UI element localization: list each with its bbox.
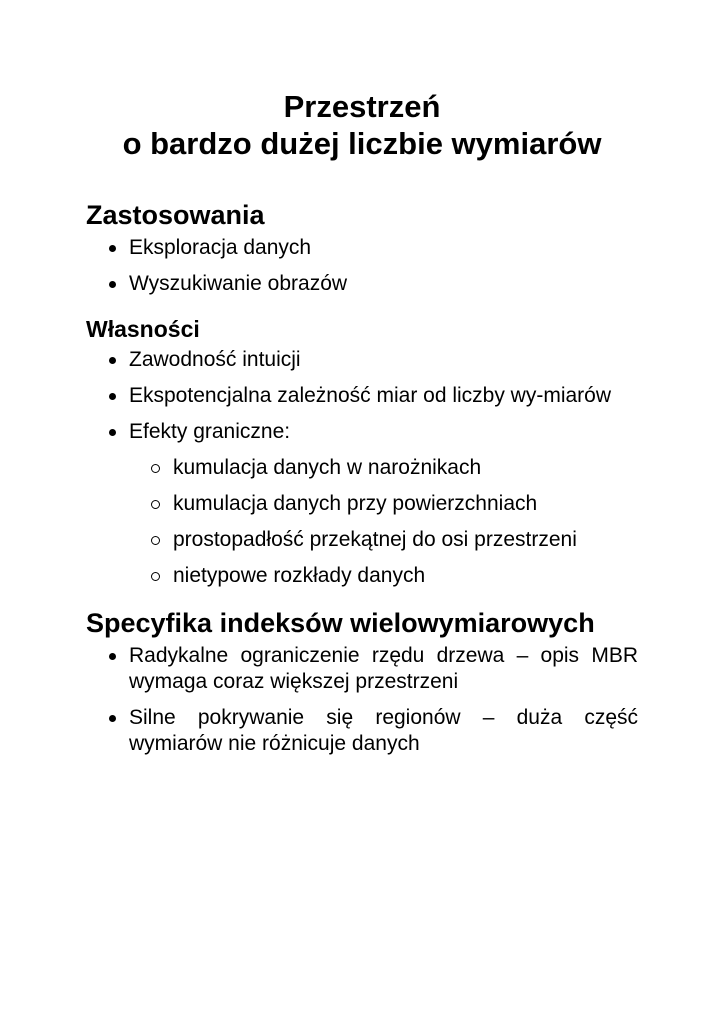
- list-item: [86, 235, 638, 261]
- list-item-text: Wyszukiwanie obrazów: [129, 272, 348, 295]
- list-item: [86, 643, 638, 695]
- section-multidimensional-indexes: [86, 607, 638, 757]
- bullet-icon: [109, 281, 116, 288]
- circle-bullet-icon: [151, 536, 160, 545]
- bullet-icon: [109, 653, 116, 660]
- list-item-text: Radykalne ograniczenie rzędu drzewa – opis MBR wymaga coraz większej przestrzeni: [129, 644, 638, 693]
- list-item: [86, 383, 638, 409]
- list-item: [86, 271, 638, 297]
- circle-bullet-icon: [151, 500, 160, 509]
- list-item-text: Silne pokrywanie się regionów – duża część wymiarów nie różnicuje danych: [129, 706, 638, 755]
- list-item: [86, 419, 638, 589]
- sub-list-item: [129, 491, 638, 517]
- section-heading: Własności: [86, 316, 200, 342]
- list-item: [86, 347, 638, 373]
- section-applications: [86, 199, 638, 297]
- bullet-icon: [109, 429, 116, 436]
- list-item-text: Zawodność intuicji: [129, 348, 301, 371]
- sub-list: [129, 455, 638, 589]
- sub-list-item-text: prostopadłość przekątnej do osi przestrzeni: [173, 528, 577, 551]
- list-item-text: Efekty graniczne:: [129, 420, 291, 443]
- list-item: [86, 705, 638, 757]
- list-item-text: Ekspotencjalna zależność miar od liczby wy-miarów: [129, 384, 612, 407]
- sub-list-item: [129, 527, 638, 553]
- section-heading: Specyfika indeksów wielowymiarowych: [86, 608, 595, 638]
- document-page: [86, 88, 638, 779]
- title-line-1: Przestrzeń: [283, 89, 441, 124]
- bullet-list: [86, 347, 638, 589]
- circle-bullet-icon: [151, 464, 160, 473]
- page-title: [86, 88, 638, 162]
- sub-list-item: [129, 455, 638, 481]
- section-properties: [86, 315, 638, 589]
- bullet-icon: [109, 715, 116, 722]
- sub-list-item-text: kumulacja danych przy powierzchniach: [173, 492, 538, 515]
- circle-bullet-icon: [151, 572, 160, 581]
- bullet-list: [86, 235, 638, 297]
- sub-list-item-text: kumulacja danych w narożnikach: [173, 456, 482, 479]
- bullet-icon: [109, 245, 116, 252]
- bullet-list: [86, 643, 638, 757]
- bullet-icon: [109, 357, 116, 364]
- sub-list-item-text: nietypowe rozkłady danych: [173, 564, 426, 587]
- section-heading: Zastosowania: [86, 200, 265, 230]
- title-line-2: o bardzo dużej liczbie wymiarów: [122, 126, 602, 161]
- list-item-text: Eksploracja danych: [129, 236, 312, 259]
- sub-list-item: [129, 563, 638, 589]
- bullet-icon: [109, 393, 116, 400]
